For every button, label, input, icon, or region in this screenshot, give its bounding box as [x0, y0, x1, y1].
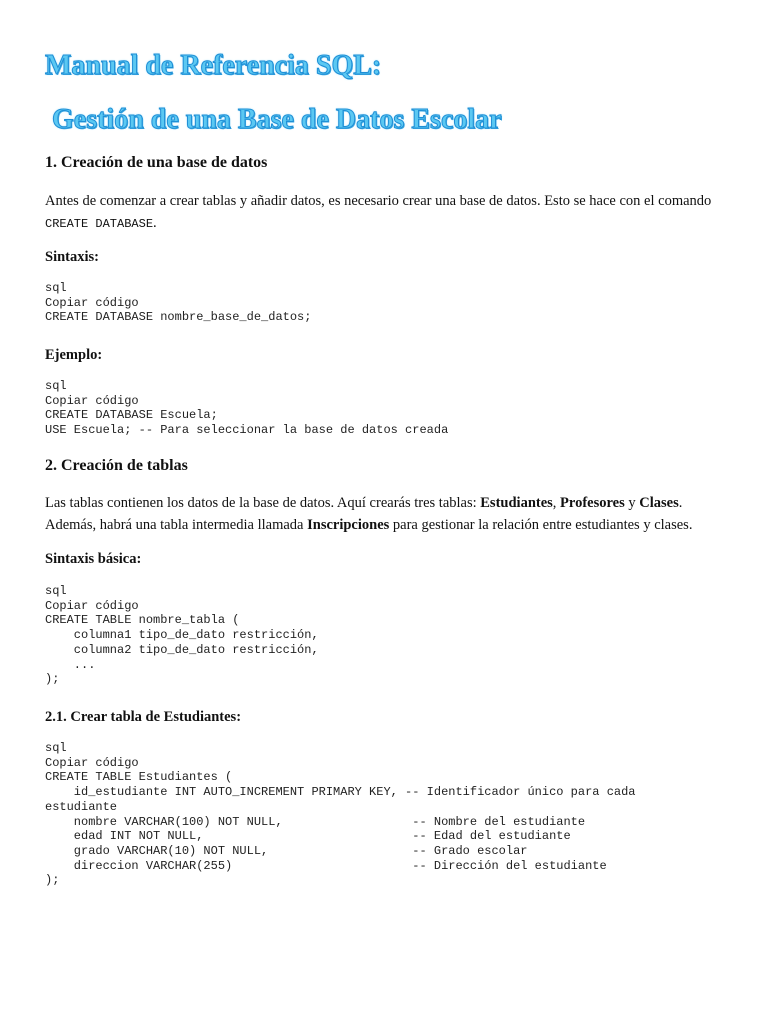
paragraph-text: para gestionar la relación entre estudiantes y clases. — [389, 517, 693, 533]
example-code-block: sql Copiar código CREATE DATABASE Escuela; USE Escuela; -- Para seleccionar la base de datos creada — [45, 379, 449, 438]
paragraph-text: . — [153, 215, 157, 231]
bold-term: Clases — [639, 495, 679, 511]
students-table-code-block: sql Copiar código CREATE TABLE Estudiantes ( id_estudiante INT AUTO_INCREMENT PRIMARY KEY, -- Identificador único para cada estudiante nombre VARCHAR(100) NOT NULL, -- Nombre del estudiante edad INT NOT NULL, -- Edad del estudiante grado VARCHAR(10) NOT NULL, -- Grado escolar direccion VARCHAR(255) -- Dirección del estudiante ); — [45, 741, 636, 888]
example-label: Ejemplo: — [45, 347, 103, 363]
bold-term: Profesores — [560, 495, 625, 511]
basic-syntax-label: Sintaxis básica: — [45, 551, 142, 567]
document-title: Manual de Referencia SQL: — [45, 50, 382, 81]
bold-term: Estudiantes — [480, 495, 553, 511]
section-2-paragraph — [45, 492, 735, 536]
basic-syntax-code-block: sql Copiar código CREATE TABLE nombre_tabla ( columna1 tipo_de_dato restricción, columna2 tipo_de_dato restricción, ... ); — [45, 584, 319, 687]
section-1-heading: 1. Creación de una base de datos — [45, 154, 268, 171]
syntax-code-block: sql Copiar código CREATE DATABASE nombre_base_de_datos; — [45, 281, 312, 325]
paragraph-text: . Además, habrá una tabla intermedia llamada — [45, 495, 683, 533]
inline-code: CREATE DATABASE — [45, 217, 154, 231]
section-1-paragraph — [45, 190, 735, 235]
paragraph-text: Las tablas contienen los datos de la base de datos. Aquí crearás tres tablas: — [45, 495, 481, 511]
bold-term: Inscripciones — [307, 517, 390, 533]
paragraph-text: y — [624, 495, 640, 511]
syntax-label: Sintaxis: — [45, 249, 99, 265]
paragraph-text: , — [552, 495, 561, 511]
subsection-2-1-label: 2.1. Crear tabla de Estudiantes: — [45, 709, 242, 725]
paragraph-text: Antes de comenzar a crear tablas y añadir datos, es necesario crear una base de datos. Esto se hace con el comando — [45, 193, 712, 209]
document-subtitle: Gestión de una Base de Datos Escolar — [52, 104, 502, 135]
section-2-heading: 2. Creación de tablas — [45, 457, 188, 474]
